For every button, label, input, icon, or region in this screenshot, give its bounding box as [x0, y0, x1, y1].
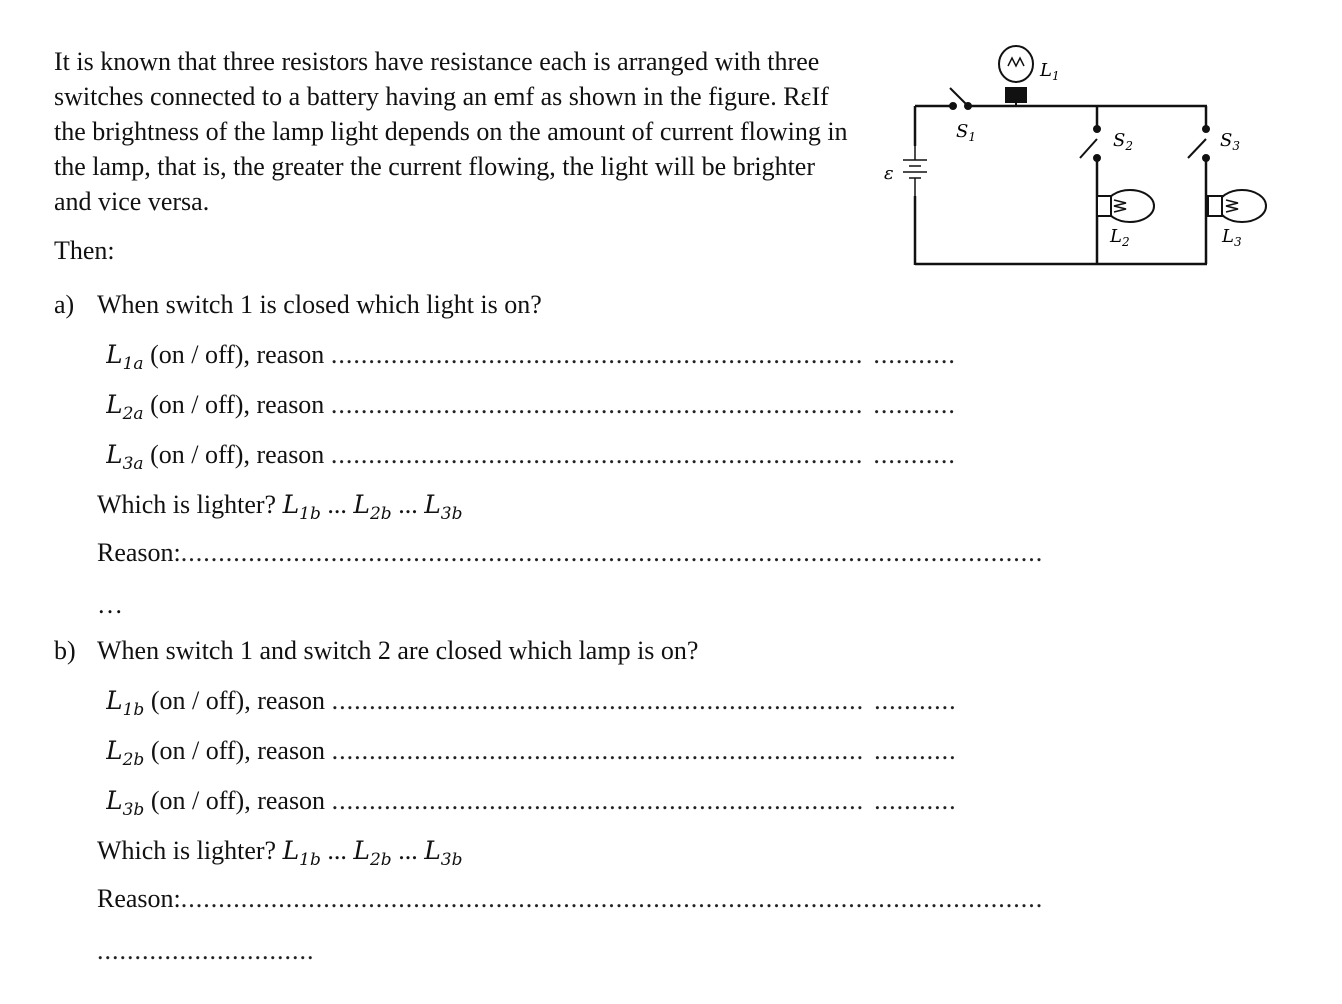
- answer-line[interactable]: .......................................................................: [330, 390, 864, 419]
- answer-row-l1a[interactable]: [106, 340, 1286, 374]
- question-a-text: When switch 1 is closed which light is on?: [97, 290, 542, 319]
- reason-line[interactable]: ...................................................................................................................: [180, 538, 1044, 567]
- question-a: [54, 290, 542, 320]
- question-b-label: b): [54, 636, 76, 665]
- answer-row-l3b[interactable]: [106, 786, 1286, 820]
- answer-line-tail[interactable]: ...........: [874, 686, 957, 715]
- reason-row-b[interactable]: [97, 884, 1267, 914]
- answer-row-l2a[interactable]: [106, 390, 1286, 424]
- lamp-symbol: $L_{2b}$: [106, 736, 145, 770]
- question-a-label: a): [54, 290, 75, 319]
- answer-line-tail[interactable]: ...........: [874, 736, 957, 765]
- lamp-l2-icon: [1097, 190, 1154, 222]
- s2-label: $S_2$: [1113, 130, 1133, 153]
- reason-label: Reason:: [97, 884, 181, 913]
- answer-prompt: (on / off), reason: [150, 390, 325, 419]
- switch-s1: [950, 88, 971, 109]
- answer-prompt: (on / off), reason: [150, 686, 326, 715]
- answer-prompt: (on / off), reason: [150, 440, 325, 469]
- intro-paragraph: It is known that three resistors have resistance each is arranged with three switches connected to a battery having an emf as shown in the figure. RεIf the brightness of the lamp light depends on the amount of current flowing in the lamp, that is, the greater the current flowing, the light will be brighter and vice versa.: [54, 47, 848, 216]
- l1-label: $L_1$: [1040, 60, 1060, 83]
- which-lighter-b: Which is lighter? $L_{1b}$ ... $L_{2b}$ ... $L_{3b}$: [97, 836, 463, 870]
- answer-line[interactable]: .......................................................................: [330, 440, 864, 469]
- answer-line[interactable]: .......................................................................: [330, 340, 864, 369]
- lamp-symbol: $L_{1a}$: [106, 340, 144, 374]
- reason-row-a[interactable]: [97, 538, 1267, 568]
- question-b-text: When switch 1 and switch 2 are closed which lamp is on?: [97, 636, 699, 665]
- answer-prompt: (on / off), reason: [150, 340, 325, 369]
- answer-row-l1b[interactable]: [106, 686, 1286, 720]
- reason-label: Reason:: [97, 538, 181, 567]
- answer-line-tail[interactable]: ...........: [874, 786, 957, 815]
- circuit-diagram: [870, 36, 1290, 276]
- s1-label: $S_1$: [956, 121, 976, 144]
- reason-continuation-b[interactable]: .............................: [97, 936, 315, 965]
- lamp-symbol: $L_{3b}$: [106, 786, 145, 820]
- emf-label: ε: [884, 163, 894, 184]
- lamp-symbol: $L_{3a}$: [106, 440, 144, 474]
- lamp-l3-icon: [1208, 190, 1266, 222]
- switch-s2: [1080, 126, 1100, 162]
- which-lighter-a: Which is lighter? $L_{1b}$ ... $L_{2b}$ ... $L_{3b}$: [97, 490, 463, 524]
- question-b: [54, 636, 698, 666]
- battery-symbol: [903, 146, 927, 196]
- answer-prompt: (on / off), reason: [150, 736, 326, 765]
- lamp-symbol: $L_{1b}$: [106, 686, 145, 720]
- answer-row-l3a[interactable]: [106, 440, 1286, 474]
- reason-line[interactable]: ...................................................................................................................: [180, 884, 1044, 913]
- answer-prompt: (on / off), reason: [150, 786, 326, 815]
- answer-row-l2b[interactable]: [106, 736, 1286, 770]
- then-label: Then:: [54, 236, 115, 265]
- lamp-symbol: $L_{2a}$: [106, 390, 144, 424]
- l2-label: $L_2$: [1110, 226, 1130, 249]
- answer-line-tail[interactable]: ...........: [873, 440, 956, 469]
- switch-s3: [1188, 126, 1209, 161]
- lamp-l1-icon: [999, 46, 1033, 106]
- answer-line[interactable]: .......................................................................: [331, 786, 865, 815]
- answer-line[interactable]: .......................................................................: [331, 686, 865, 715]
- reason-continuation-a[interactable]: …: [97, 590, 123, 619]
- answer-line[interactable]: .......................................................................: [331, 736, 865, 765]
- answer-line-tail[interactable]: ...........: [873, 340, 956, 369]
- s3-label: $S_3$: [1220, 130, 1240, 153]
- answer-line-tail[interactable]: ...........: [873, 390, 956, 419]
- l3-label: $L_3$: [1222, 226, 1242, 249]
